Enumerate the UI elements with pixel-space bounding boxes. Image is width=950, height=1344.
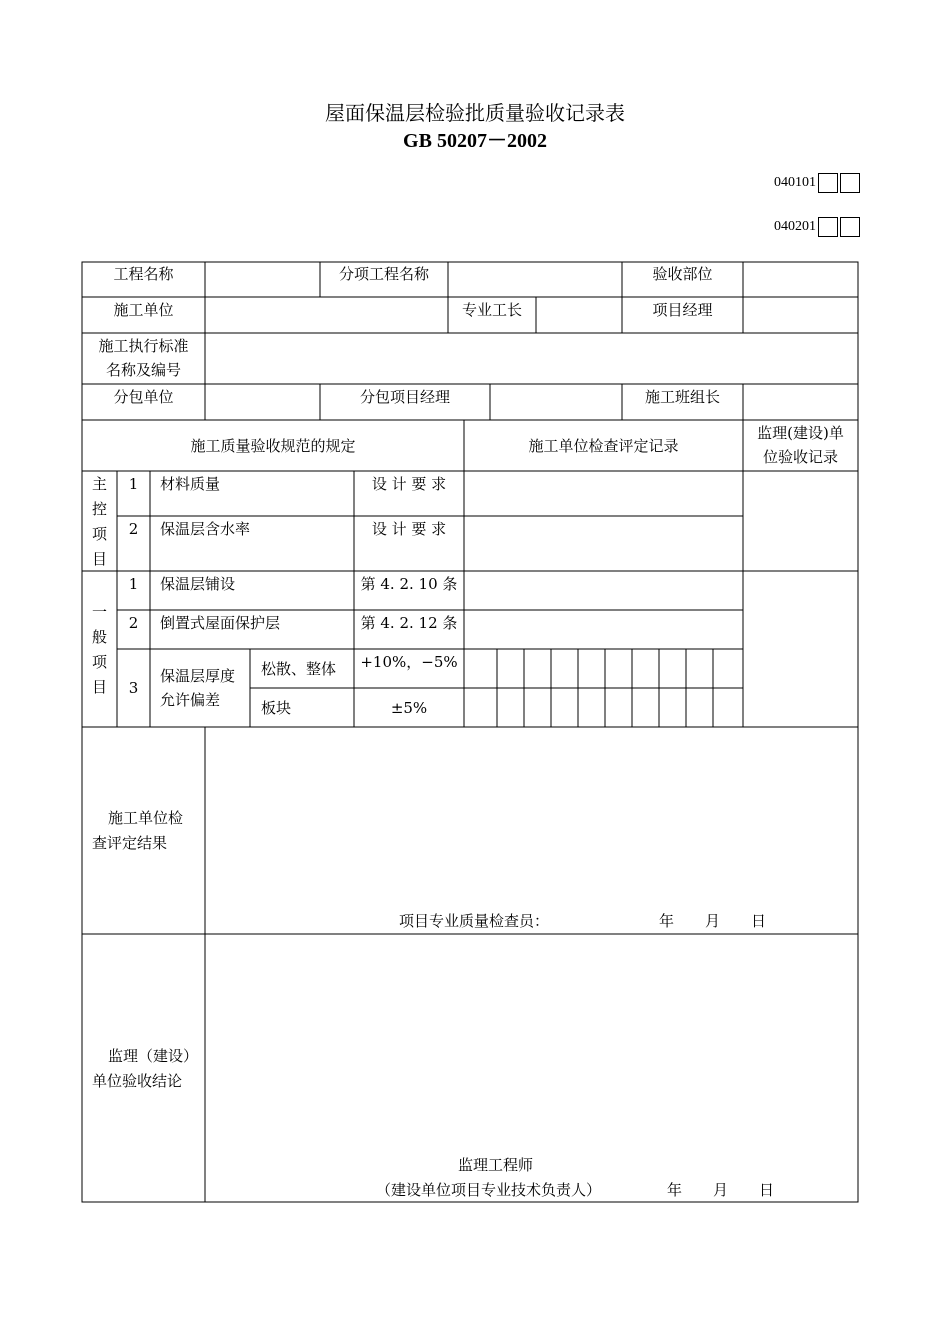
item-requirement: 第 4. 2. 10 条 (360, 575, 458, 593)
label-standard-line2: 名称及编号 (105, 361, 181, 379)
standard-code: GB 50207－2002 (403, 130, 547, 152)
date-month: 月 (713, 1181, 729, 1199)
form-code-text: 040101 (774, 175, 816, 190)
item-number: 1 (128, 575, 139, 593)
supervision-conclusion-label-line1: 监理（建设） (108, 1047, 199, 1065)
construction-result-label-line2: 查评定结果 (92, 834, 168, 852)
main-control-label-char: 项 (91, 525, 107, 543)
general-label-char: 项 (91, 653, 107, 671)
general-label-char: 目 (91, 678, 107, 696)
label-project-name: 工程名称 (113, 265, 174, 283)
column-spec: 施工质量验收规范的规定 (190, 437, 356, 455)
item-number: 3 (128, 679, 139, 697)
label-sub-project-manager: 分包项目经理 (359, 388, 450, 406)
general-label-char: 般 (91, 628, 107, 646)
label-professional-foreman: 专业工长 (461, 301, 522, 319)
main-control-label-char: 控 (91, 500, 107, 518)
quality-inspector-label: 项目专业质量检查员： (399, 912, 550, 930)
label-construction-unit: 施工单位 (113, 301, 174, 319)
item-requirement: 第 4. 2. 12 条 (360, 614, 458, 632)
supervision-conclusion-label-line2: 单位验收结论 (92, 1072, 183, 1090)
label-sub-project-name: 分项工程名称 (338, 265, 429, 283)
date-year: 年 (667, 1181, 683, 1199)
form-code-text: 040201 (774, 219, 816, 234)
item-number: 2 (128, 614, 139, 632)
item-number: 1 (128, 475, 139, 493)
responsible-person-label: （建设单位项目专业技术负责人） (376, 1181, 602, 1199)
column-check-record: 施工单位检查评定记录 (528, 437, 679, 455)
construction-result-label-line1: 施工单位检 (108, 809, 184, 827)
date-month: 月 (705, 912, 721, 930)
item-name-line2: 允许偏差 (160, 691, 221, 709)
sub-item-loose: 松散、整体 (261, 660, 337, 678)
tolerance-loose: +10%，−5% (360, 653, 458, 671)
page-title: 屋面保温层检验批质量验收记录表 (325, 101, 625, 125)
item-requirement: 设 计 要 求 (371, 520, 447, 538)
item-name: 保温层铺设 (160, 575, 236, 593)
tolerance-board: ±5% (390, 699, 428, 717)
item-name: 倒置式屋面保护层 (160, 614, 281, 632)
item-name-line1: 保温层厚度 (160, 667, 236, 685)
item-requirement: 设 计 要 求 (371, 475, 447, 493)
item-name: 材料质量 (160, 475, 221, 493)
main-control-label-char: 目 (91, 550, 107, 568)
label-team-leader: 施工班组长 (644, 388, 720, 406)
label-subcontractor: 分包单位 (113, 388, 174, 406)
main-control-label-char: 主 (91, 475, 107, 493)
item-name: 保温层含水率 (160, 520, 251, 538)
supervision-engineer-label: 监理工程师 (458, 1156, 534, 1174)
label-acceptance-part: 验收部位 (652, 265, 713, 283)
date-day: 日 (751, 912, 767, 930)
sub-item-board: 板块 (261, 699, 292, 717)
date-day: 日 (759, 1181, 775, 1199)
label-project-manager: 项目经理 (652, 301, 713, 319)
item-number: 2 (128, 520, 139, 538)
column-supervision-line1: 监理(建设)单 (757, 424, 844, 442)
label-standard-line1: 施工执行标准 (98, 337, 189, 355)
column-supervision-line2: 位验收记录 (762, 448, 838, 466)
general-label-char: 一 (91, 603, 107, 621)
date-year: 年 (659, 912, 675, 930)
